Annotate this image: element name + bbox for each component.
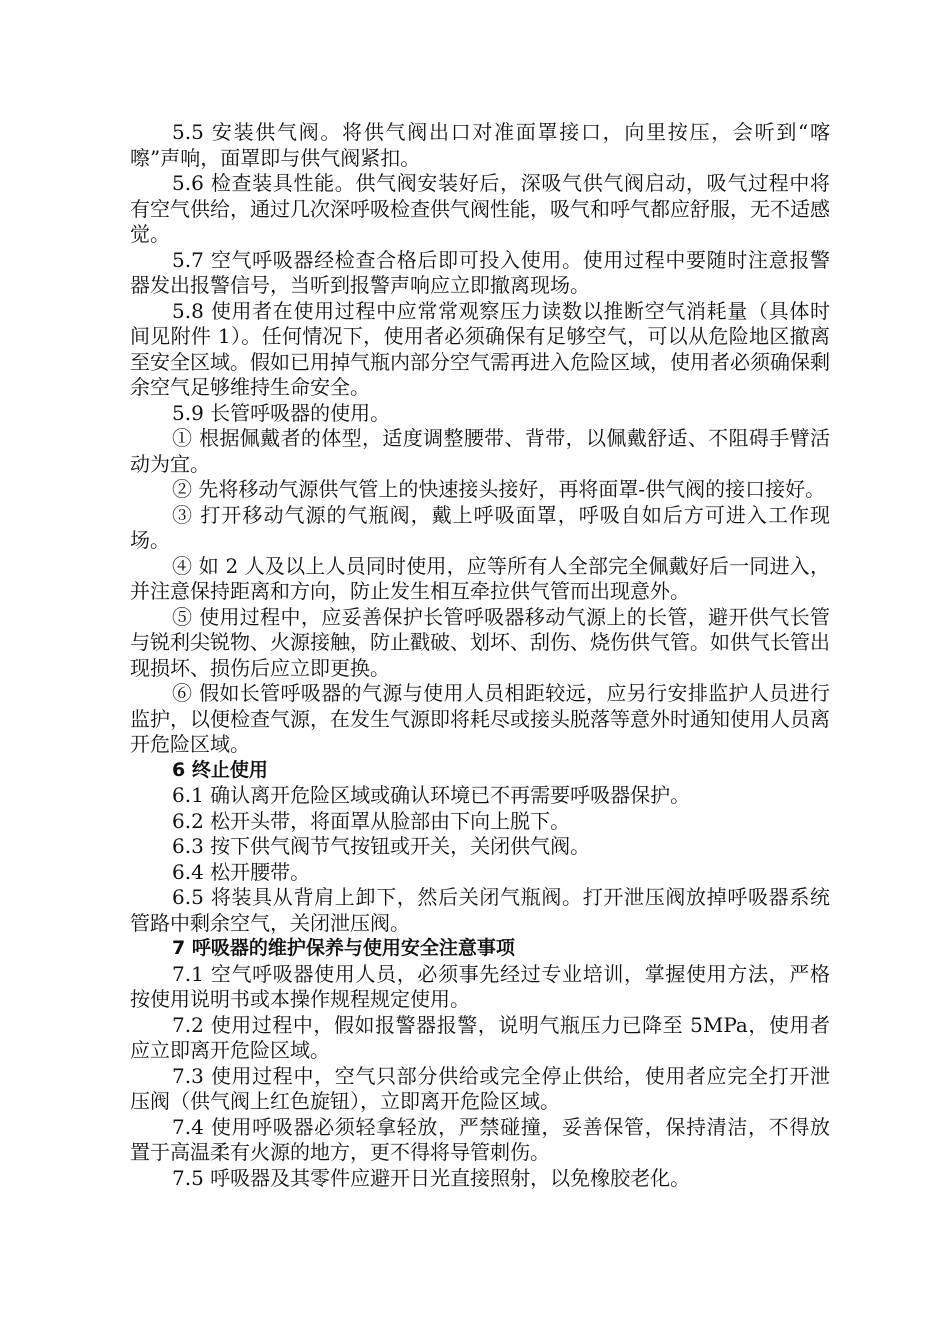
list-item-circle-1: ① 根据佩戴者的体型，适度调整腰带、背带，以佩戴舒适、不阻碍手臂活动为宜。 bbox=[130, 426, 830, 476]
section-6-heading: 6 终止使用 bbox=[172, 758, 268, 781]
paragraph-7-4: 7.4 使用呼吸器必须轻拿轻放，严禁碰撞，妥善保管，保持清洁，不得放置于高温柔有火源的地方，更不得将导管刺伤。 bbox=[130, 1114, 830, 1164]
paragraph-5-6: 5.6 检查装具性能。供气阀安装好后，深吸气供气阀启动，吸气过程中将有空气供给，通过几次深呼吸检查供气阀性能，吸气和呼气都应舒服，无不适感觉。 bbox=[130, 171, 830, 246]
section-7-heading: 7 呼吸器的维护保养与使用安全注意事项 bbox=[172, 937, 515, 959]
paragraph-7-1: 7.1 空气呼吸器使用人员，必须事先经过专业培训，掌握使用方法，严格按使用说明书或本操作规程规定使用。 bbox=[130, 961, 830, 1011]
list-item-circle-6: ⑥ 假如长管呼吸器的气源与使用人员相距较远，应另行安排监护人员进行监护，以便检查气源，在发生气源即将耗尽或接头脱落等意外时通知使用人员离开危险区域。 bbox=[130, 681, 830, 756]
paragraph-5-5: 5.5 安装供气阀。将供气阀出口对准面罩接口，向里按压，会听到“喀嚓”声响，面罩即与供气阀紧扣。 bbox=[130, 120, 830, 170]
paragraph-6-4: 6.4 松开腰带。 bbox=[172, 859, 311, 884]
paragraph-5-7: 5.7 空气呼吸器经检查合格后即可投入使用。使用过程中要随时注意报警器发出报警信号，当听到报警声响应立即撤离现场。 bbox=[130, 247, 830, 297]
paragraph-6-2: 6.2 松开头带，将面罩从脸部由下向上脱下。 bbox=[172, 808, 571, 833]
paragraph-6-3: 6.3 按下供气阀节气按钮或开关，关闭供气阀。 bbox=[172, 834, 591, 858]
list-item-circle-5: ⑤ 使用过程中，应妥善保护长管呼吸器移动气源上的长管，避开供气长管与锐利尖锐物、火源接触，防止戳破、划坏、刮伤、烧伤供气管。如供气长管出现损坏、损伤后应立即更换。 bbox=[130, 604, 830, 680]
paragraph-5-8: 5.8 使用者在使用过程中应常常观察压力读数以推断空气消耗量（具体时间见附件 1）。任何情况下，使用者必须确保有足够空气，可以从危险地区撤离至安全区域。假如已用掉气瓶内部分空气需再进入危险区域，使用者必须确保剩余空气足够维持生命安全。 bbox=[130, 298, 830, 399]
paragraph-7-5: 7.5 呼吸器及其零件应避开日光直接照射，以免橡胶老化。 bbox=[172, 1165, 691, 1190]
paragraph-7-3: 7.3 使用过程中，空气只部分供给或完全停止供给，使用者应完全打开泄压阀（供气阀上红色旋钮），立即离开危险区域。 bbox=[130, 1063, 830, 1113]
document-body bbox=[130, 120, 830, 1191]
paragraph-6-5: 6.5 将装具从背肩上卸下，然后关闭气瓶阀。打开泄压阀放掉呼吸器系统管路中剩余空气，关闭泄压阀。 bbox=[130, 885, 830, 935]
list-item-circle-2: ② 先将移动气源供气管上的快速接头接好，再将面罩-供气阀的接口接好。 bbox=[172, 477, 826, 501]
list-item-circle-4: ④ 如 2 人及以上人员同时使用，应等所有人全部完全佩戴好后一同进入，并注意保持距离和方向，防止发生相互牵拉供气管而出现意外。 bbox=[130, 553, 830, 603]
paragraph-5-9: 5.9 长管呼吸器的使用。 bbox=[172, 400, 391, 425]
paragraph-6-1: 6.1 确认离开危险区域或确认环境已不再需要呼吸器保护。 bbox=[172, 783, 691, 807]
paragraph-7-2: 7.2 使用过程中，假如报警器报警，说明气瓶压力已降至 5MPa，使用者应立即离开危险区域。 bbox=[130, 1012, 830, 1062]
list-item-circle-3: ③ 打开移动气源的气瓶阀，戴上呼吸面罩，呼吸自如后方可进入工作现场。 bbox=[130, 502, 830, 552]
